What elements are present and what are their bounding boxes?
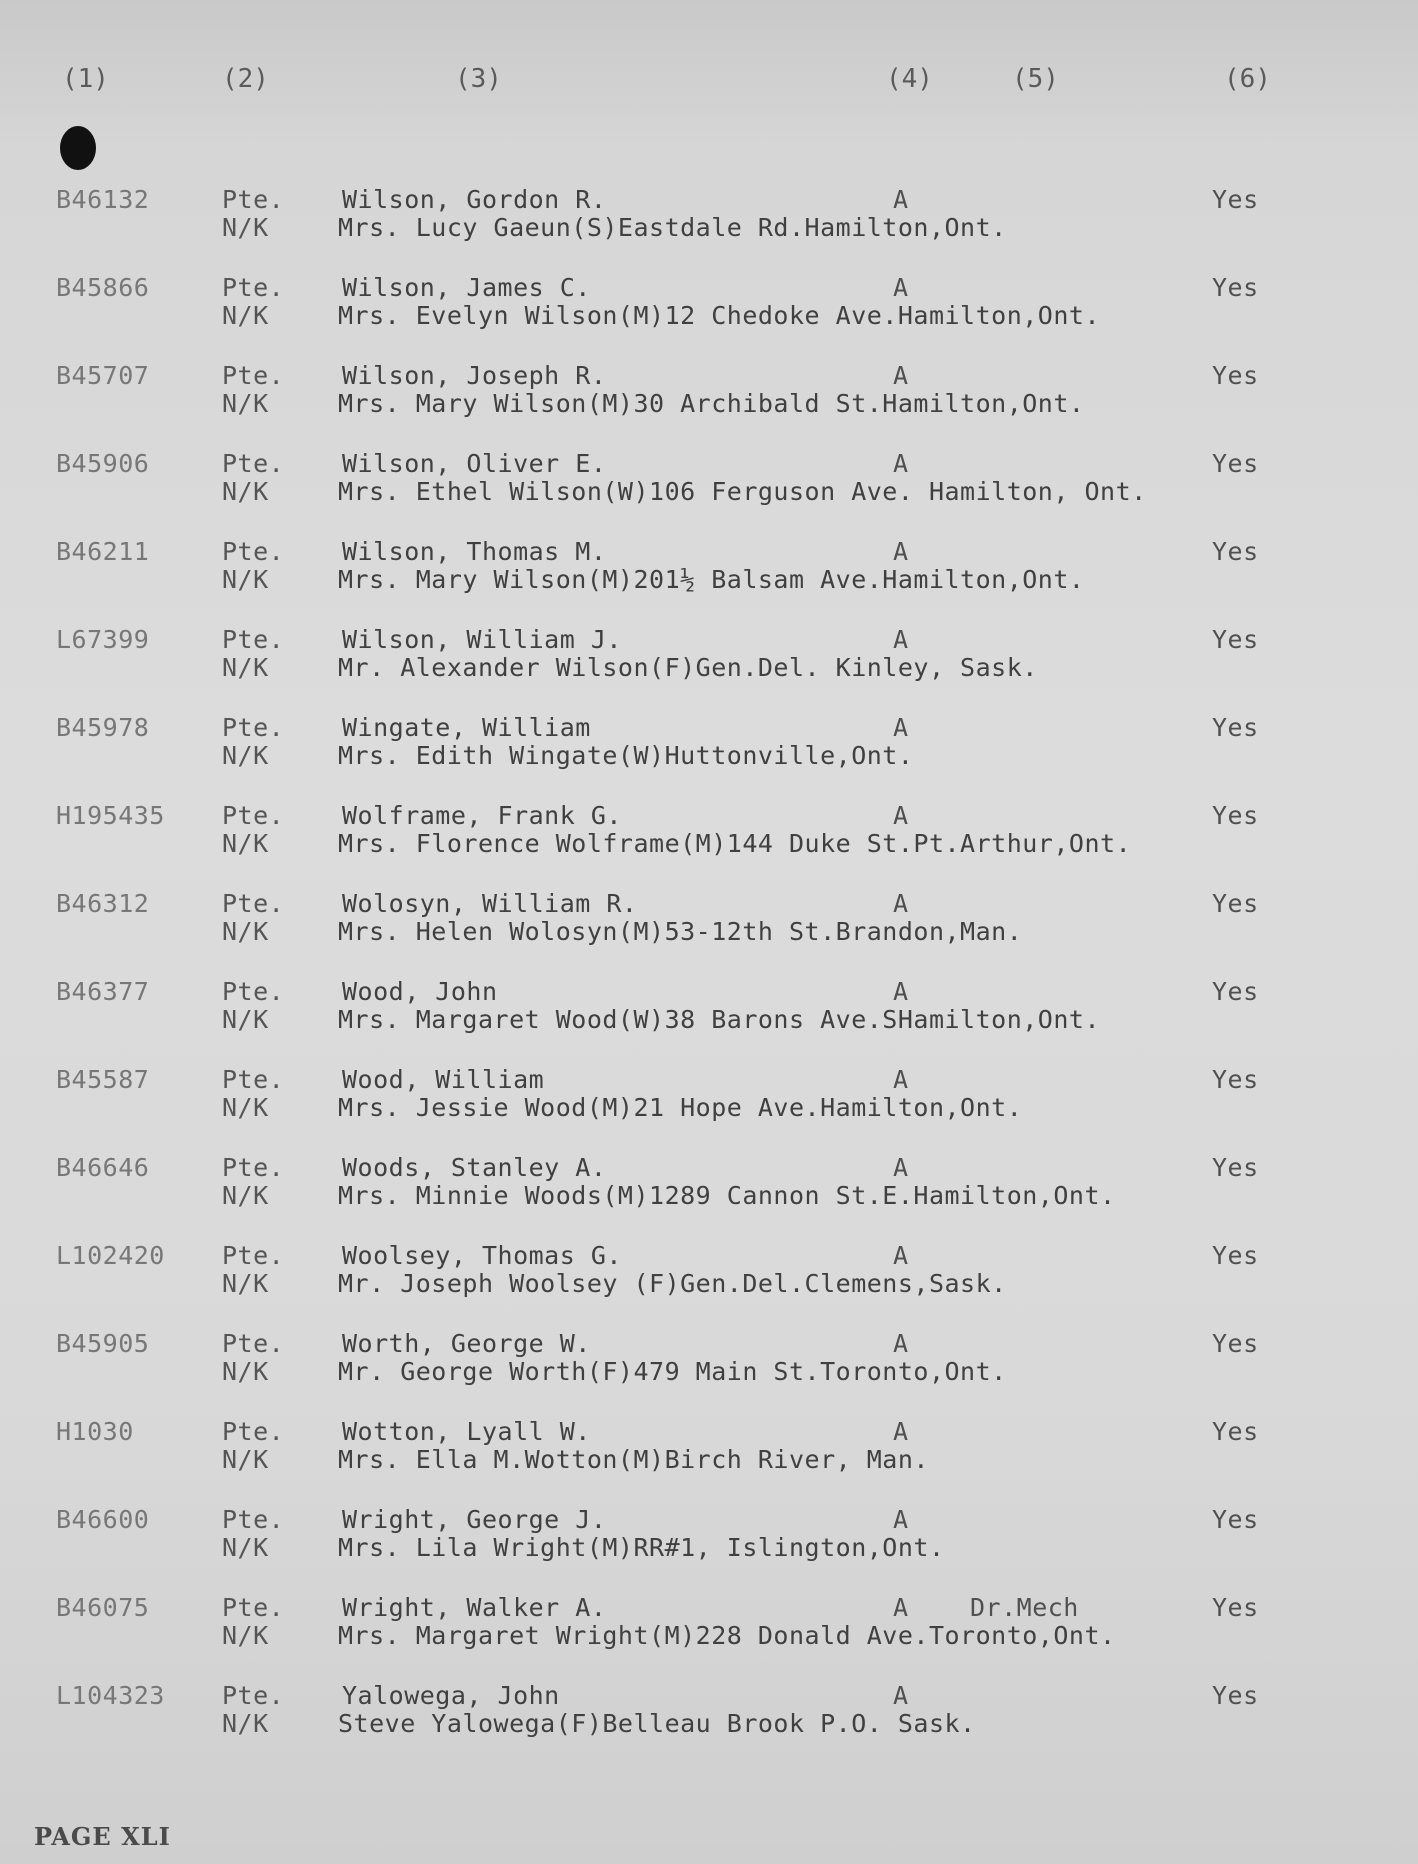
next-of-kin: Mrs. Mary Wilson(M)201½ Balsam Ave.Hamilton,Ont. [338,565,1085,594]
next-of-kin: Mrs. Lucy Gaeun(S)Eastdale Rd.Hamilton,Ont. [338,213,1007,242]
religion-code: N/K [222,1533,269,1562]
soldier-name: Woolsey, Thomas G. [342,1241,622,1270]
column-header-4: (4) [886,64,933,94]
rank: Pte. [222,801,285,830]
column-6-value: Yes [1212,537,1259,566]
column-6-value: Yes [1212,713,1259,742]
service-number: B45587 [56,1065,150,1094]
rank: Pte. [222,1681,285,1710]
column-4-value: A [893,1681,909,1710]
column-6-value: Yes [1212,1153,1259,1182]
rank: Pte. [222,1417,285,1446]
soldier-name: Wolosyn, William R. [342,889,638,918]
column-header-2: (2) [222,64,269,94]
soldier-name: Yalowega, John [342,1681,560,1710]
service-number: B45707 [56,361,150,390]
religion-code: N/K [222,1709,269,1738]
table-row [0,1241,1418,1321]
soldier-name: Worth, George W. [342,1329,591,1358]
column-6-value: Yes [1212,361,1259,390]
rank: Pte. [222,889,285,918]
next-of-kin: Mrs. Mary Wilson(M)30 Archibald St.Hamilton,Ont. [338,389,1085,418]
rank: Pte. [222,1153,285,1182]
table-row [0,361,1418,441]
service-number: B45906 [56,449,150,478]
soldier-name: Wilson, Gordon R. [342,185,607,214]
table-row [0,1065,1418,1145]
column-4-value: A [893,361,909,390]
religion-code: N/K [222,477,269,506]
religion-code: N/K [222,565,269,594]
column-4-value: A [893,1153,909,1182]
religion-code: N/K [222,1093,269,1122]
column-4-value: A [893,977,909,1006]
table-row [0,1593,1418,1673]
rank: Pte. [222,713,285,742]
service-number: B45866 [56,273,150,302]
service-number: L104323 [56,1681,165,1710]
soldier-name: Wright, Walker A. [342,1593,607,1622]
column-header-3: (3) [455,64,502,94]
next-of-kin: Mrs. Lila Wright(M)RR#1, Islington,Ont. [338,1533,945,1562]
religion-code: N/K [222,301,269,330]
service-number: H195435 [56,801,165,830]
column-4-value: A [893,625,909,654]
column-4-value: A [893,449,909,478]
column-4-value: A [893,1241,909,1270]
religion-code: N/K [222,829,269,858]
column-4-value: A [893,889,909,918]
column-header-6: (6) [1224,64,1271,94]
next-of-kin: Mr. George Worth(F)479 Main St.Toronto,Ont. [338,1357,1007,1386]
column-header-5: (5) [1012,64,1059,94]
soldier-name: Wood, William [342,1065,545,1094]
service-number: B46211 [56,537,150,566]
column-6-value: Yes [1212,977,1259,1006]
next-of-kin: Mrs. Ella M.Wotton(M)Birch River, Man. [338,1445,929,1474]
next-of-kin: Mrs. Ethel Wilson(W)106 Ferguson Ave. Hamilton, Ont. [338,477,1147,506]
next-of-kin: Mrs. Jessie Wood(M)21 Hope Ave.Hamilton,Ont. [338,1093,1023,1122]
next-of-kin: Mrs. Helen Wolosyn(M)53-12th St.Brandon,Man. [338,917,1023,946]
religion-code: N/K [222,917,269,946]
column-4-value: A [893,801,909,830]
soldier-name: Wright, George J. [342,1505,607,1534]
rank: Pte. [222,449,285,478]
next-of-kin: Mrs. Edith Wingate(W)Huttonville,Ont. [338,741,914,770]
column-6-value: Yes [1212,1681,1259,1710]
service-number: B46600 [56,1505,150,1534]
rank: Pte. [222,625,285,654]
religion-code: N/K [222,1005,269,1034]
service-number: B46377 [56,977,150,1006]
next-of-kin: Steve Yalowega(F)Belleau Brook P.O. Sask. [338,1709,976,1738]
religion-code: N/K [222,1621,269,1650]
column-4-value: A [893,1505,909,1534]
religion-code: N/K [222,1445,269,1474]
column-6-value: Yes [1212,625,1259,654]
service-number: B46132 [56,185,150,214]
service-number: L102420 [56,1241,165,1270]
column-6-value: Yes [1212,889,1259,918]
column-6-value: Yes [1212,1065,1259,1094]
table-row [0,1505,1418,1585]
column-5-value: Dr.Mech [970,1593,1079,1622]
table-row [0,1417,1418,1497]
column-4-value: A [893,713,909,742]
rank: Pte. [222,977,285,1006]
next-of-kin: Mr. Alexander Wilson(F)Gen.Del. Kinley, Sask. [338,653,1038,682]
religion-code: N/K [222,653,269,682]
column-header-1: (1) [62,64,109,94]
service-number: B46646 [56,1153,150,1182]
rank: Pte. [222,1329,285,1358]
rank: Pte. [222,1241,285,1270]
column-6-value: Yes [1212,1593,1259,1622]
column-4-value: A [893,273,909,302]
column-4-value: A [893,537,909,566]
next-of-kin: Mrs. Evelyn Wilson(M)12 Chedoke Ave.Hamilton,Ont. [338,301,1101,330]
table-row [0,185,1418,265]
service-number: B45905 [56,1329,150,1358]
table-row [0,625,1418,705]
column-6-value: Yes [1212,1329,1259,1358]
soldier-name: Wingate, William [342,713,591,742]
column-4-value: A [893,185,909,214]
service-number: B45978 [56,713,150,742]
soldier-name: Wolframe, Frank G. [342,801,622,830]
column-6-value: Yes [1212,1241,1259,1270]
table-row [0,889,1418,969]
column-6-value: Yes [1212,1505,1259,1534]
religion-code: N/K [222,213,269,242]
column-4-value: A [893,1593,909,1622]
religion-code: N/K [222,1357,269,1386]
table-row [0,713,1418,793]
next-of-kin: Mrs. Margaret Wood(W)38 Barons Ave.SHamilton,Ont. [338,1005,1101,1034]
service-number: B46075 [56,1593,150,1622]
rank: Pte. [222,185,285,214]
service-number: H1030 [56,1417,134,1446]
religion-code: N/K [222,389,269,418]
table-row [0,537,1418,617]
table-row [0,273,1418,353]
column-6-value: Yes [1212,1417,1259,1446]
next-of-kin: Mrs. Margaret Wright(M)228 Donald Ave.Toronto,Ont. [338,1621,1116,1650]
soldier-name: Wotton, Lyall W. [342,1417,591,1446]
soldier-name: Wood, John [342,977,498,1006]
column-6-value: Yes [1212,449,1259,478]
rank: Pte. [222,1593,285,1622]
table-row [0,1681,1418,1761]
page-footer: PAGE XLI [34,1822,171,1851]
column-6-value: Yes [1212,801,1259,830]
column-4-value: A [893,1417,909,1446]
column-6-value: Yes [1212,185,1259,214]
religion-code: N/K [222,1269,269,1298]
soldier-name: Wilson, Oliver E. [342,449,607,478]
column-4-value: A [893,1329,909,1358]
table-row [0,449,1418,529]
next-of-kin: Mrs. Florence Wolframe(M)144 Duke St.Pt.Arthur,Ont. [338,829,1132,858]
table-row [0,1329,1418,1409]
soldier-name: Wilson, Thomas M. [342,537,607,566]
rank: Pte. [222,537,285,566]
rank: Pte. [222,273,285,302]
soldier-name: Wilson, Joseph R. [342,361,607,390]
rank: Pte. [222,1065,285,1094]
table-row [0,1153,1418,1233]
rank: Pte. [222,1505,285,1534]
service-number: B46312 [56,889,150,918]
column-4-value: A [893,1065,909,1094]
religion-code: N/K [222,1181,269,1210]
rank: Pte. [222,361,285,390]
soldier-name: Woods, Stanley A. [342,1153,607,1182]
religion-code: N/K [222,741,269,770]
next-of-kin: Mrs. Minnie Woods(M)1289 Cannon St.E.Hamilton,Ont. [338,1181,1116,1210]
table-row [0,977,1418,1057]
column-6-value: Yes [1212,273,1259,302]
next-of-kin: Mr. Joseph Woolsey (F)Gen.Del.Clemens,Sask. [338,1269,1007,1298]
table-row [0,801,1418,881]
ink-dot [60,126,96,170]
soldier-name: Wilson, William J. [342,625,622,654]
service-number: L67399 [56,625,150,654]
soldier-name: Wilson, James C. [342,273,591,302]
